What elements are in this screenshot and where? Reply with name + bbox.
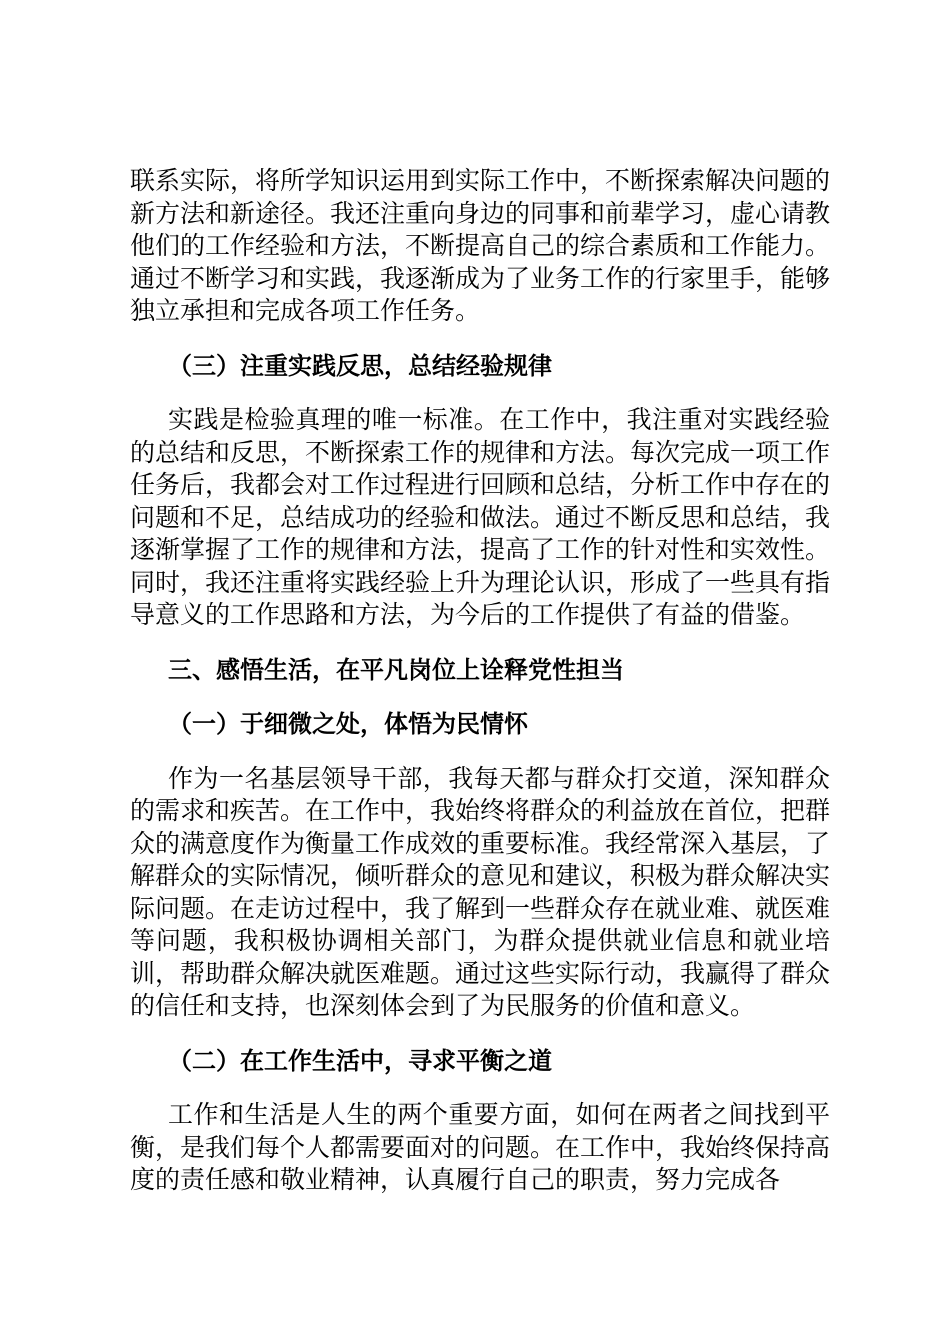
body-paragraph: 作为一名基层领导干部，我每天都与群众打交道，深知群众的需求和疾苦。在工作中，我始终将群众的利益放在首位，把群众的满意度作为衡量工作成效的重要标准。我经常深入基层，了解群众的实际情况，倾听群众的意见和建议，积极为群众解决实际问题。在走访过程中，我了解到一些群众存在就业难、就医难等问题，我积极协调相关部门，为群众提供就业信息和就业培训，帮助群众解决就医难题。通过这些实际行动，我赢得了群众的信任和支持，也深刻体会到了为民服务的价值和意义。 <box>130 763 831 1020</box>
section-heading: （二）在工作生活中，寻求平衡之道 <box>168 1046 552 1075</box>
chapter-heading: 三、感悟生活，在平凡岗位上诠释党性担当 <box>168 655 624 684</box>
body-paragraph: 实践是检验真理的唯一标准。在工作中，我注重对实践经验的总结和反思，不断探索工作的规律和方法。每次完成一项工作任务后，我都会对工作过程进行回顾和总结，分析工作中存在的问题和不足，总结成功的经验和做法。通过不断反思和总结，我逐渐掌握了工作的规律和方法，提高了工作的针对性和实效性。同时，我还注重将实践经验上升为理论认识，形成了一些具有指导意义的工作思路和方法，为今后的工作提供了有益的借鉴。 <box>130 405 831 629</box>
body-paragraph: 工作和生活是人生的两个重要方面，如何在两者之间找到平衡，是我们每个人都需要面对的问题。在工作中，我始终保持高度的责任感和敬业精神，认真履行自己的职责，努力完成各 <box>130 1100 831 1194</box>
section-heading: （一）于细微之处，体悟为民情怀 <box>168 710 528 738</box>
document-page <box>130 165 830 1197</box>
body-paragraph: 联系实际，将所学知识运用到实际工作中，不断探索解决问题的新方法和新途径。我还注重向身边的同事和前辈学习，虚心请教他们的工作经验和方法，不断提高自己的综合素质和工作能力。通过不断学习和实践，我逐渐成为了业务工作的行家里手，能够独立承担和完成各项工作任务。 <box>130 166 831 325</box>
section-heading: （三）注重实践反思，总结经验规律 <box>168 351 552 380</box>
